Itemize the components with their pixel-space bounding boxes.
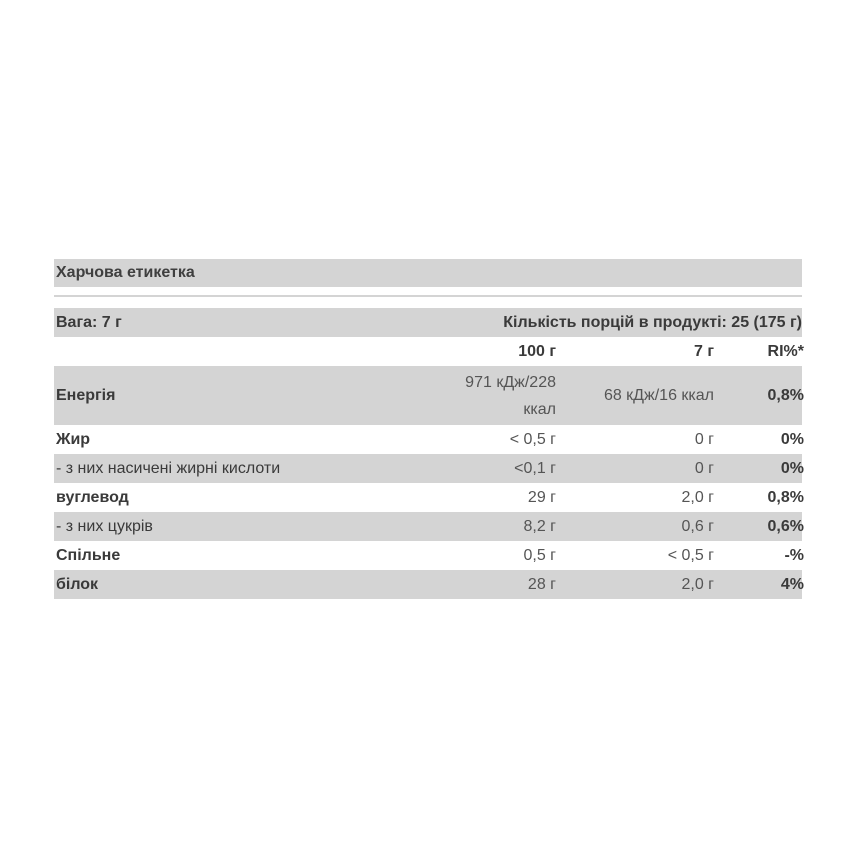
nutrient-perserving: 2,0 г xyxy=(681,575,714,593)
weight-text: Вага: 7 г xyxy=(56,313,122,331)
nutrient-name: вуглевод xyxy=(56,488,129,506)
col-ri-header: RI%* xyxy=(767,342,804,360)
nutrient-name: Жир xyxy=(56,430,91,448)
nutrient-ri: 0% xyxy=(780,430,804,448)
nutrient-name: білок xyxy=(56,575,99,593)
nutrient-perserving: 2,0 г xyxy=(681,488,714,506)
nutrient-perserving: 0 г xyxy=(694,459,714,477)
nutrition-label xyxy=(54,259,802,599)
nutrient-ri: 0,8% xyxy=(767,386,804,404)
title-divider xyxy=(54,295,802,297)
nutrient-per100: 0,5 г xyxy=(523,546,556,564)
nutrient-name: Енергія xyxy=(56,386,116,404)
col-perserving-header: 7 г xyxy=(693,342,714,360)
nutrient-ri: 0,8% xyxy=(767,488,804,506)
table-row-saturated-fat xyxy=(54,454,802,483)
nutrient-name: - з них цукрів xyxy=(56,517,153,535)
nutrient-name: Спільне xyxy=(56,546,121,564)
nutrient-ri: -% xyxy=(784,546,804,564)
nutrient-perserving: < 0,5 г xyxy=(667,546,714,564)
nutrient-ri: 0,6% xyxy=(767,517,804,535)
col-per100-header: 100 г xyxy=(518,342,556,360)
servings-text: Кількість порцій в продукті: 25 (175 г) xyxy=(503,313,802,331)
nutrient-perserving: 0 г xyxy=(694,430,714,448)
table-row-protein xyxy=(54,570,802,599)
nutrient-per100: < 0,5 г xyxy=(509,430,556,448)
nutrient-name: - з них насичені жирні кислоти xyxy=(56,459,281,477)
label-title: Харчова етикетка xyxy=(54,259,802,287)
nutrient-per100: 29 г xyxy=(527,488,556,506)
nutrient-per100: 971 кДж/228 ккал xyxy=(465,373,556,418)
nutrient-perserving: 0,6 г xyxy=(681,517,714,535)
table-row-salt xyxy=(54,541,802,570)
nutrient-per100: 28 г xyxy=(527,575,556,593)
nutrient-ri: 0% xyxy=(780,459,804,477)
nutrient-per100: <0,1 г xyxy=(514,459,556,477)
table-row-fat xyxy=(54,425,802,454)
serving-info-row xyxy=(54,308,802,337)
nutrient-perserving: 68 кДж/16 ккал xyxy=(603,386,714,404)
table-row-sugars xyxy=(54,512,802,541)
column-header-row xyxy=(54,337,802,366)
table-row-energy xyxy=(54,366,802,425)
table-row-carbohydrate xyxy=(54,483,802,512)
nutrient-per100: 8,2 г xyxy=(523,517,556,535)
nutrient-ri: 4% xyxy=(780,575,804,593)
